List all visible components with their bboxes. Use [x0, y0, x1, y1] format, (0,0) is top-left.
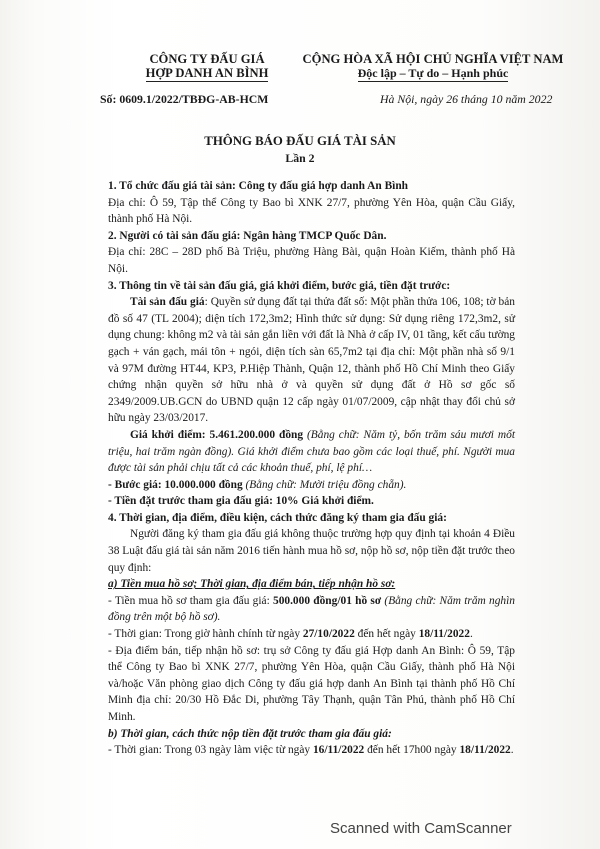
fee-words: (Bằng chữ: Năm trăm nghìn đồng trên một bộ hồ sơ).: [108, 594, 515, 624]
starting-price-words: (Bằng chữ: Năm tỷ, bốn trăm sáu mươi mốt triệu, hai trăm ngàn đồng). Giá khởi điểm chưa bao gồm các loại thuế, phí. Người mua được tài sản phải chịu tất cả các khoản thuế, phí, lệ phí…: [108, 428, 515, 475]
deposit-time-mid: đến hết 17h00 ngày: [364, 744, 460, 757]
scanner-watermark: Scanned with CamScanner: [330, 820, 512, 837]
nation-motto-line1: CỘNG HÒA XÃ HỘI CHỦ NGHĨA VIỆT NAM: [302, 52, 564, 66]
section3-heading: 3. Thông tin về tài sản đấu giá, giá khởi điểm, bước giá, tiền đặt trước:: [108, 279, 451, 292]
asset-label: Tài sản đấu giá: [130, 296, 205, 309]
deposit-time-end: .: [510, 744, 514, 757]
org-name-line2: [122, 66, 292, 82]
section1-address: Địa chỉ: Ô 59, Tập thể Công ty Bao bì XNK 27/7, phường Yên Hòa, quận Cầu Giấy, thành phố Hà Nội.: [108, 196, 515, 226]
document-title: THÔNG BÁO ĐẤU GIÁ TÀI SẢN: [204, 134, 396, 148]
sale-time-to: 18/11/2022: [418, 628, 470, 641]
section2-heading: 2. Người có tài sản đấu giá: Ngân hàng TMCP Quốc Dân.: [108, 229, 387, 242]
subsection-a-heading: a) Tiền mua hồ sơ; Thời gian, địa điểm bán, tiếp nhận hồ sơ:: [108, 578, 396, 591]
section4-heading: 4. Thời gian, địa điểm, điều kiện, cách thức đăng ký tham gia đấu giá:: [108, 511, 447, 524]
deposit-time-from: 16/11/2022: [312, 744, 365, 757]
deposit-time-paragraph: [108, 742, 515, 759]
sale-time-from: 27/10/2022: [302, 628, 355, 641]
starting-price-label: Giá khởi điểm: 5.461.200.000 đồng: [130, 428, 304, 441]
place-date: Hà Nội, ngày 26 tháng 10 năm 2022: [380, 92, 553, 106]
bid-step-label: - Bước giá: 10.000.000 đồng: [108, 478, 243, 491]
starting-price-paragraph: [108, 427, 515, 477]
fee-text: - Tiền mua hồ sơ tham gia đấu giá:: [108, 594, 273, 607]
document-body: [108, 178, 515, 759]
sale-place-paragraph: - Địa điểm bán, tiếp nhận hồ sơ: trụ sở Công ty đấu giá Hợp danh An Bình: Ô 59, Tập thể Công ty Bao bì XNK 27/7, phường Yên Hòa, quận Cầu Giấy, thành phố Hà Nội và/hoặc Văn phòng giao dịch Công ty đấu giá hợp danh An Bình tại thành phố Hồ Chí Minh địa chỉ: 20/30 Hồ Đắc Di, phường Tây Thạnh, quận Tân Phú, thành phố Hồ Chí Minh.: [108, 644, 515, 723]
sale-time-paragraph: [108, 626, 515, 643]
sale-time-mid: đến hết ngày: [354, 628, 419, 641]
deposit-line: - Tiền đặt trước tham gia đấu giá: 10% Giá khởi điểm.: [108, 495, 374, 508]
sale-time-end: .: [469, 628, 473, 641]
section2-address: Địa chỉ: 28C – 28D phố Bà Triệu, phường Hàng Bài, quận Hoàn Kiếm, thành phố Hà Nội.: [108, 246, 515, 275]
org-name-line2-text: HỢP DANH AN BÌNH: [145, 66, 269, 80]
bid-step-paragraph: [108, 477, 515, 494]
document-number: Số: 0609.1/2022/TBĐG-AB-HCM: [100, 92, 269, 106]
section1-heading: 1. Tổ chức đấu giá tài sản: Công ty đấu giá hợp danh An Bình: [108, 180, 409, 192]
asset-description: : Quyền sử dụng đất tại thửa đất số: Một phần thửa 106, 108; tờ bản đồ số 47 (TL 2004); diện tích 172,3m2; Hình thức sử dụng: Sử dụng riêng 172,3m2, sử dụng chung: không m2 và tài sản gắn liền với đất là Nhà ở cấp IV, 01 tầng, kết cấu tường gạch + ván gạch, mái tôn + ngói, diện tích sàn 65,7m2 tại địa chỉ: Một phần nhà số 9/1 và 97M đường HT44, KP3, P.Hiệp Thành, Quận 12, thành phố Hồ Chí Minh theo Giấy chứng nhận quyền sở hữu nhà ở và quyền sử dụng đất ở Hồ sơ gốc số 2349/2009.UB.GCN do UBND quận 12 cấp ngày 01/07/2009, cập nhật thay đổi chủ sở hữu ngày 23/03/2017.: [108, 296, 515, 425]
sale-time-text: - Thời gian: Trong giờ hành chính từ ngày: [108, 628, 303, 641]
fee-paragraph: [108, 593, 515, 626]
asset-paragraph: [108, 294, 515, 427]
nation-motto-line2-text: Độc lập – Tự do – Hạnh phúc: [357, 66, 509, 80]
org-name-line1: CÔNG TY ĐẤU GIÁ: [149, 52, 265, 66]
document-subtitle: Lần 2: [285, 151, 315, 165]
document-header: [0, 44, 600, 84]
deposit-time-to: 18/11/2022: [459, 744, 511, 757]
subsection-b-heading: b) Thời gian, cách thức nộp tiền đặt trước tham gia đấu giá:: [108, 727, 392, 740]
section4-intro: Người đăng ký tham gia đấu giá không thuộc trường hợp quy định tại khoản 4 Điều 38 Luật đấu giá tài sản năm 2016 tiến hành mua hồ sơ, nộp hồ sơ, nộp tiền đặt trước theo quy định:: [108, 528, 515, 574]
nation-motto-line2: [300, 66, 566, 82]
bid-step-words: (Bằng chữ: Mười triệu đồng chẵn).: [242, 478, 407, 491]
fee-value: 500.000 đồng/01 hồ sơ: [273, 594, 382, 607]
deposit-time-text: - Thời gian: Trong 03 ngày làm việc từ ngày: [108, 744, 313, 757]
